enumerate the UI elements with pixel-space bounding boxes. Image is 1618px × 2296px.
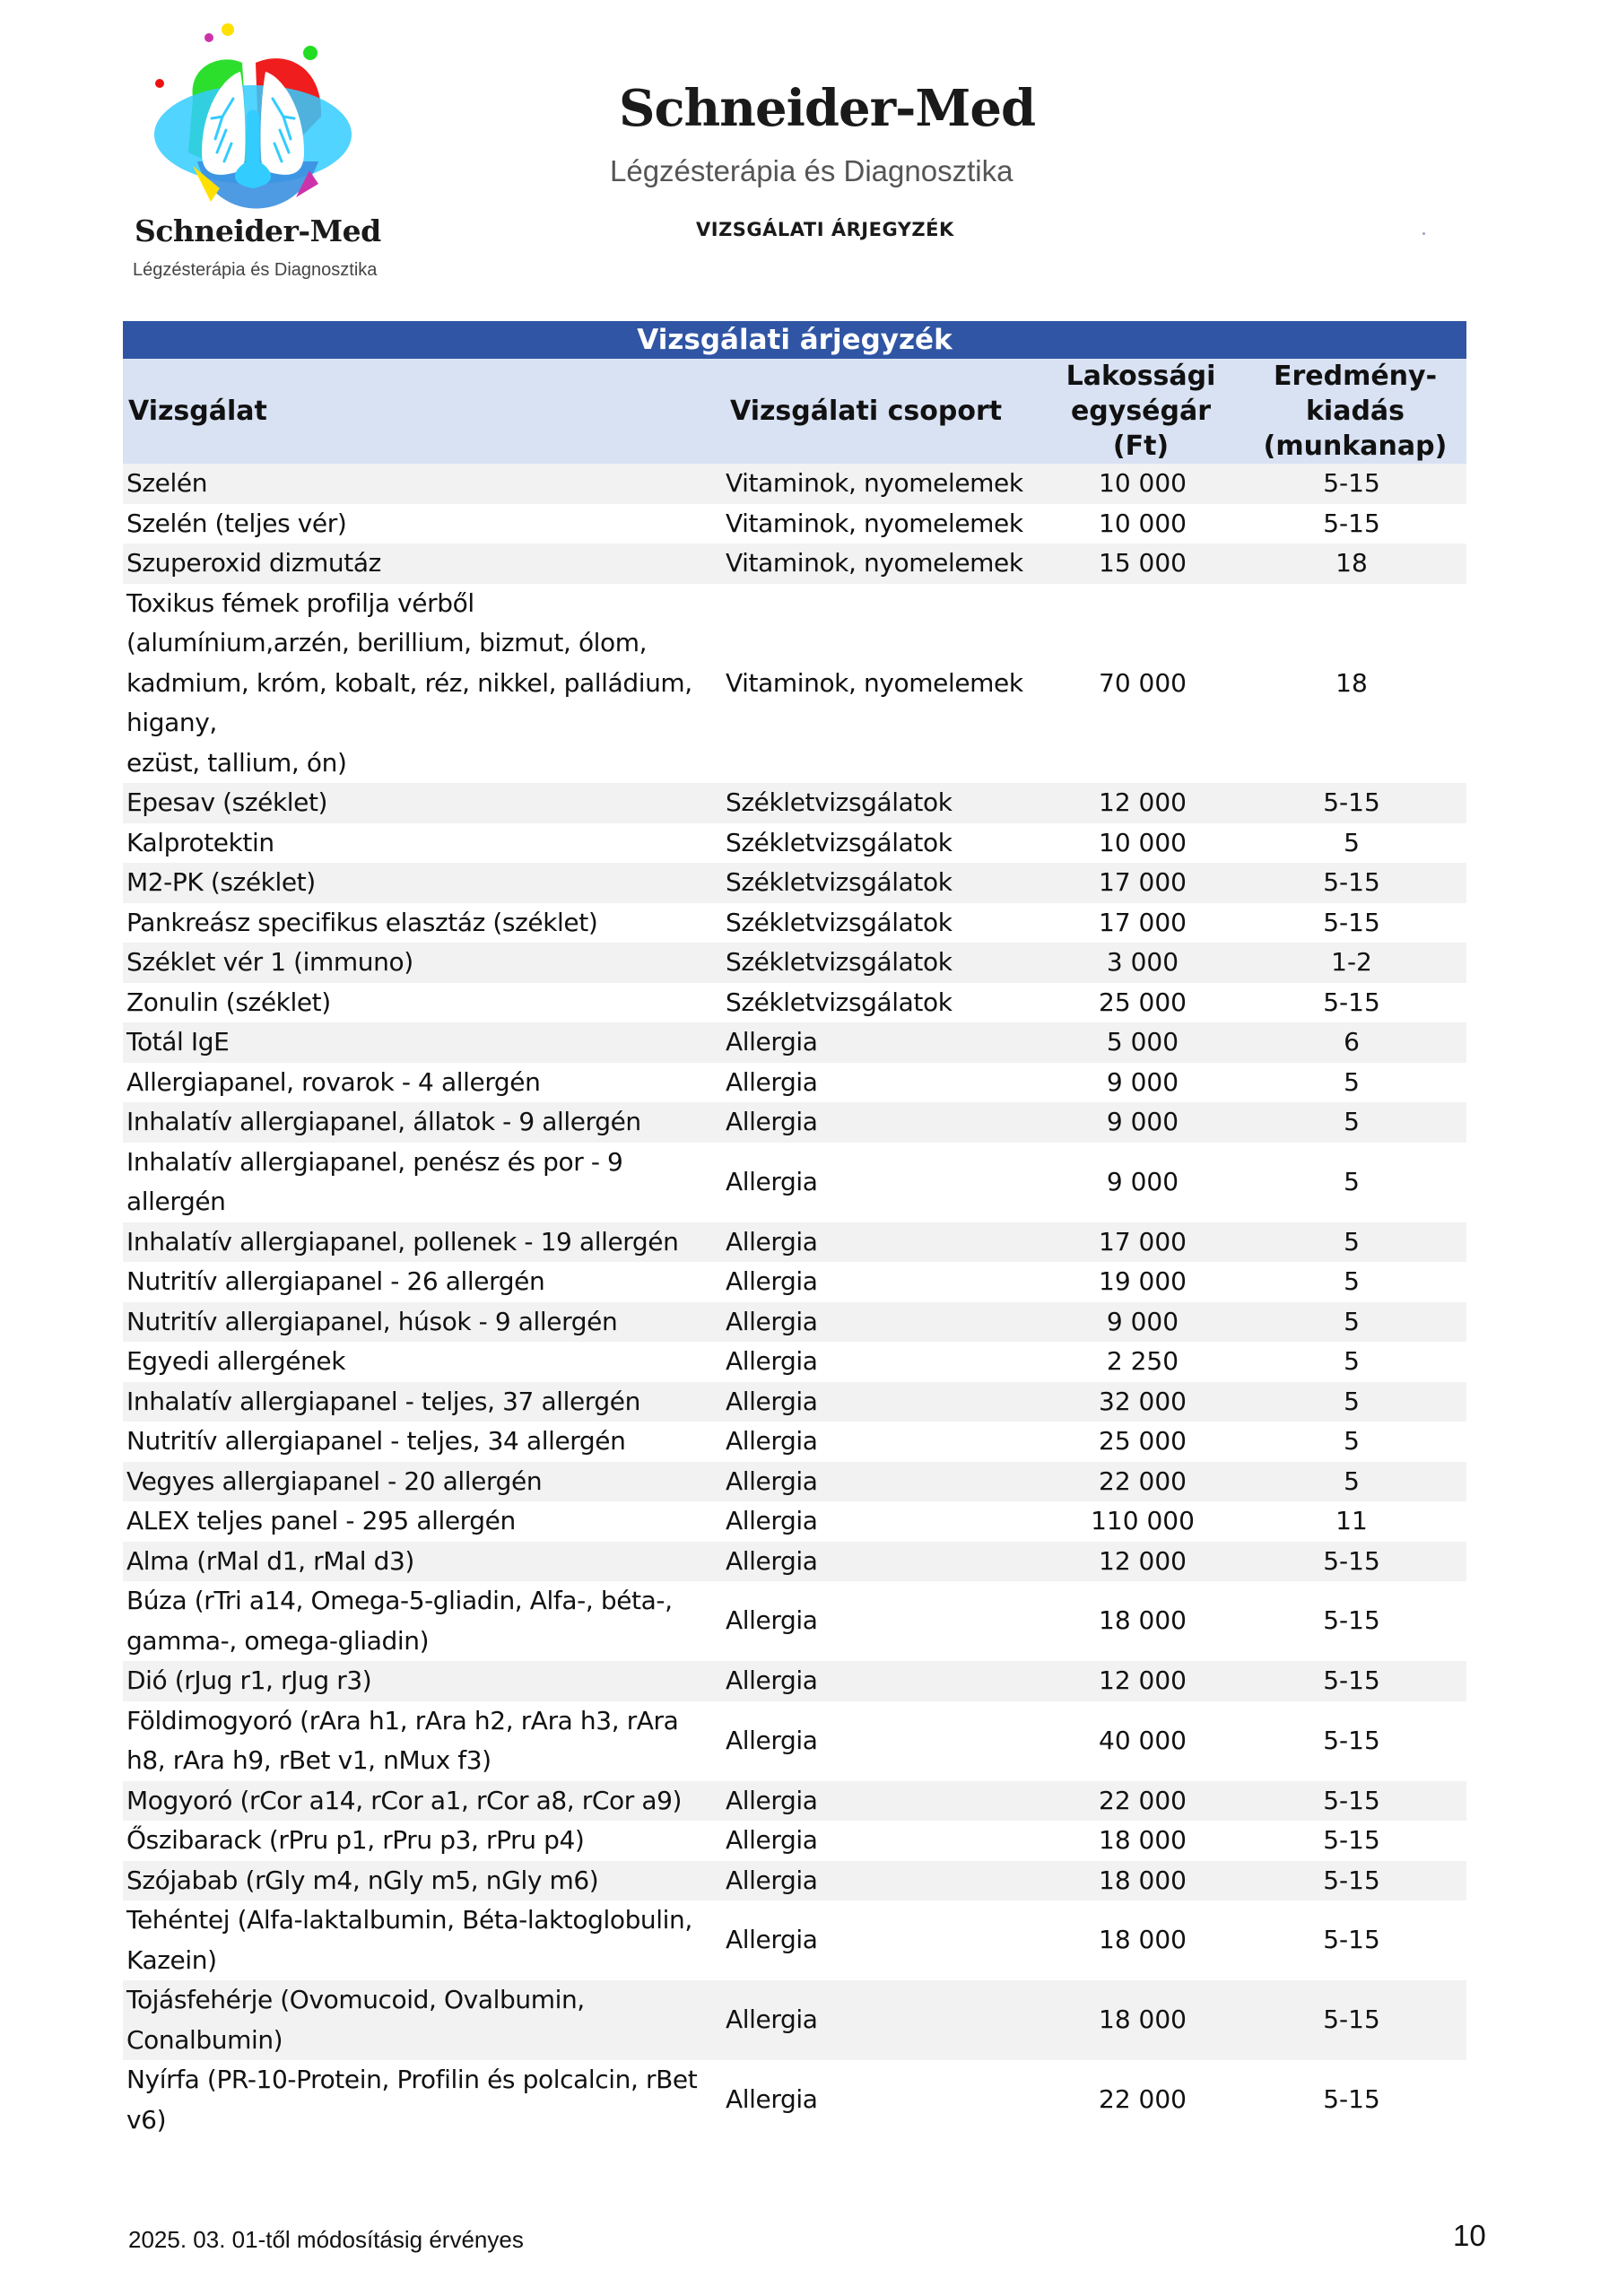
cell-vizsgalat-line: Alma (rMal d1, rMal d3) [126, 1545, 414, 1576]
cell-eredmenykiadas: 5-15 [1323, 1865, 1380, 1895]
table-row [123, 1781, 1466, 1822]
cell-eredmenykiadas: 5-15 [1323, 1785, 1380, 1815]
table-row [123, 1422, 1466, 1462]
cell-eredmenykiadas: 5-15 [1323, 1605, 1380, 1636]
cell-lakossagi-egysegar: 15 000 [1099, 548, 1187, 578]
cell-vizsgalati-csoport: Allergia [726, 1346, 818, 1376]
cell-eredmenykiadas: 5-15 [1323, 468, 1380, 498]
cell-vizsgalat [123, 1661, 726, 1701]
cell-vizsgalati-csoport: Allergia [726, 1107, 818, 1136]
cell-vizsgalat [123, 1980, 726, 2060]
table-header [123, 359, 1466, 464]
cell-lakossagi-egysegar: 22 000 [1099, 1465, 1187, 1496]
table-row [123, 1342, 1466, 1382]
cell-vizsgalati-csoport: Allergia [726, 2005, 818, 2035]
cell-lakossagi-egysegar: 5 000 [1106, 1027, 1179, 1057]
cell-vizsgalati-csoport: Allergia [726, 2084, 818, 2115]
cell-vizsgalat-line: Inhalatív allergiapanel - teljes, 37 allergén [126, 1386, 640, 1416]
cell-vizsgalat [123, 464, 726, 504]
cell-vizsgalat-line: Zonulin (széklet) [126, 987, 331, 1017]
table-row [123, 823, 1466, 864]
cell-lakossagi-egysegar: 2 250 [1106, 1346, 1179, 1376]
cell-lakossagi-egysegar: 32 000 [1099, 1386, 1187, 1416]
header-vizsgalat: Vizsgálat [128, 396, 267, 427]
cell-vizsgalat [123, 1102, 726, 1143]
cell-vizsgalat [123, 1143, 726, 1222]
cell-vizsgalat-line: Búza (rTri a14, Omega-5-gliadin, Alfa-, béta-, [126, 1586, 673, 1615]
cell-vizsgalati-csoport: Székletvizsgálatok [726, 787, 953, 817]
cell-vizsgalati-csoport: Vitaminok, nyomelemek [726, 508, 1023, 538]
cell-eredmenykiadas: 5-15 [1323, 508, 1380, 538]
cell-vizsgalat-line: Szójabab (rGly m4, nGly m5, nGly m6) [126, 1865, 599, 1895]
cell-eredmenykiadas: 5-15 [1323, 787, 1380, 817]
cell-vizsgalat-line: Szelén (teljes vér) [126, 508, 347, 538]
cell-lakossagi-egysegar: 3 000 [1106, 947, 1179, 977]
cell-lakossagi-egysegar: 12 000 [1099, 787, 1187, 817]
cell-vizsgalat [123, 823, 726, 864]
table-body [123, 464, 1466, 2140]
cell-vizsgalat [123, 903, 726, 944]
cell-lakossagi-egysegar: 9 000 [1106, 1107, 1179, 1136]
cell-vizsgalat-line: Dió (rJug r1, rJug r3) [126, 1665, 372, 1695]
cell-vizsgalat [123, 863, 726, 903]
header-eredmenykiadas [1244, 359, 1466, 464]
cell-vizsgalat-line: Totál IgE [126, 1027, 230, 1057]
cell-vizsgalat-line: Nutritív allergiapanel, húsok - 9 allergén [126, 1306, 618, 1336]
cell-vizsgalat [123, 2060, 726, 2140]
cell-lakossagi-egysegar: 17 000 [1099, 907, 1187, 937]
cell-eredmenykiadas: 5 [1344, 1166, 1360, 1196]
cell-vizsgalat [123, 1022, 726, 1063]
cell-vizsgalat [123, 1501, 726, 1542]
cell-eredmenykiadas: 1-2 [1331, 947, 1372, 977]
page-number: 10 [1453, 2219, 1486, 2252]
table-row [123, 2060, 1466, 2140]
table-row [123, 903, 1466, 944]
header-vizsgalati-csoport: Vizsgálati csoport [730, 396, 1003, 427]
cell-vizsgalat [123, 1821, 726, 1861]
cell-vizsgalati-csoport: Székletvizsgálatok [726, 987, 953, 1017]
logo-dot-red [155, 79, 164, 88]
cell-vizsgalat [123, 1781, 726, 1822]
table-row [123, 1501, 1466, 1542]
header-lakossagi-egysegar [1038, 359, 1244, 464]
cell-eredmenykiadas: 5-15 [1323, 987, 1380, 1017]
cell-lakossagi-egysegar: 22 000 [1099, 2084, 1187, 2115]
cell-vizsgalati-csoport: Allergia [726, 1306, 818, 1336]
table-row [123, 783, 1466, 823]
cell-eredmenykiadas: 11 [1335, 1506, 1368, 1535]
cell-vizsgalat [123, 1063, 726, 1103]
table-row [123, 1661, 1466, 1701]
cell-vizsgalati-csoport: Allergia [726, 1027, 818, 1057]
cell-vizsgalati-csoport: Allergia [726, 1386, 818, 1416]
cell-eredmenykiadas: 18 [1335, 548, 1368, 578]
cell-vizsgalat-line: Egyedi allergének [126, 1346, 346, 1376]
cell-lakossagi-egysegar: 10 000 [1099, 827, 1187, 857]
document-label: VIZSGÁLATI ÁRJEGYZÉK [696, 219, 954, 240]
cell-vizsgalat [123, 1382, 726, 1422]
cell-lakossagi-egysegar: 9 000 [1106, 1066, 1179, 1097]
cell-vizsgalat-line: v6) [126, 2104, 167, 2135]
footer-validity: 2025. 03. 01-től módosításig érvényes [128, 2226, 524, 2253]
cell-vizsgalat-line: kadmium, króm, kobalt, réz, nikkel, palládium, [126, 667, 692, 698]
cell-vizsgalati-csoport: Székletvizsgálatok [726, 867, 953, 897]
cell-lakossagi-egysegar: 70 000 [1099, 667, 1187, 698]
cell-eredmenykiadas: 5 [1344, 1066, 1360, 1097]
cell-eredmenykiadas: 5-15 [1323, 1925, 1380, 1955]
cell-eredmenykiadas: 5-15 [1323, 2005, 1380, 2035]
table-row [123, 1821, 1466, 1861]
cell-vizsgalati-csoport: Allergia [726, 1266, 818, 1296]
price-table [123, 321, 1466, 2140]
table-row [123, 1302, 1466, 1343]
header-days-line: (munkanap) [1263, 430, 1448, 462]
cell-vizsgalat-line: Conalbumin) [126, 2024, 283, 2055]
cell-lakossagi-egysegar: 18 000 [1099, 1925, 1187, 1955]
cell-vizsgalat [123, 1462, 726, 1502]
cell-vizsgalat-line: Inhalatív allergiapanel, pollenek - 19 allergén [126, 1226, 679, 1257]
cell-vizsgalati-csoport: Allergia [726, 1825, 818, 1855]
cell-vizsgalat-line: Nutritív allergiapanel - 26 allergén [126, 1266, 545, 1296]
company-logo [126, 18, 395, 287]
cell-lakossagi-egysegar: 17 000 [1099, 1226, 1187, 1257]
lungs-icon [152, 18, 368, 224]
cell-vizsgalat-line: Széklet vér 1 (immuno) [126, 947, 413, 977]
cell-eredmenykiadas: 5 [1344, 1346, 1360, 1376]
table-row [123, 584, 1466, 784]
cell-vizsgalat-line: (alumínium,arzén, berillium, bizmut, ólom, [126, 628, 648, 657]
cell-eredmenykiadas: 5 [1344, 1266, 1360, 1296]
cell-vizsgalati-csoport: Allergia [726, 1605, 818, 1636]
cell-lakossagi-egysegar: 10 000 [1099, 468, 1187, 498]
cell-vizsgalati-csoport: Allergia [726, 1925, 818, 1955]
cell-vizsgalat-line: Szelén [126, 468, 208, 498]
cell-vizsgalati-csoport: Allergia [726, 1506, 818, 1535]
cell-vizsgalat-line: Tojásfehérje (Ovomucoid, Ovalbumin, [126, 1985, 585, 2014]
cell-vizsgalat-line: Földimogyoró (rAra h1, rAra h2, rAra h3, rAra [126, 1705, 679, 1735]
cell-lakossagi-egysegar: 22 000 [1099, 1785, 1187, 1815]
cell-lakossagi-egysegar: 17 000 [1099, 867, 1187, 897]
cell-vizsgalat-line: Toxikus fémek profilja vérből [126, 587, 474, 618]
cell-vizsgalat-line: Nyírfa (PR-10-Protein, Profilin és polcalcin, rBet [126, 2065, 698, 2094]
cell-vizsgalat [123, 1342, 726, 1382]
logo-company-name: Schneider-Med [135, 213, 381, 248]
cell-lakossagi-egysegar: 110 000 [1091, 1506, 1195, 1535]
header-price-line: egységár [1070, 396, 1212, 427]
cell-vizsgalat-line: gamma-, omega-gliadin) [126, 1625, 430, 1656]
table-row [123, 1462, 1466, 1502]
cell-vizsgalat-line: Inhalatív allergiapanel, állatok - 9 allergén [126, 1107, 641, 1136]
cell-vizsgalati-csoport: Allergia [726, 1226, 818, 1257]
table-row [123, 1701, 1466, 1781]
cell-eredmenykiadas: 6 [1344, 1027, 1360, 1057]
cell-vizsgalat [123, 943, 726, 983]
cell-vizsgalat [123, 1422, 726, 1462]
table-row [123, 1102, 1466, 1143]
header-price-line: (Ft) [1112, 430, 1170, 462]
cell-eredmenykiadas: 5-15 [1323, 2084, 1380, 2115]
cell-vizsgalat [123, 983, 726, 1023]
cell-vizsgalat [123, 1581, 726, 1661]
cell-vizsgalati-csoport: Allergia [726, 1545, 818, 1576]
table-row [123, 1022, 1466, 1063]
cell-vizsgalati-csoport: Allergia [726, 1066, 818, 1097]
cell-eredmenykiadas: 5 [1344, 827, 1360, 857]
cell-eredmenykiadas: 5-15 [1323, 1665, 1380, 1695]
cell-vizsgalat [123, 1262, 726, 1302]
table-row [123, 504, 1466, 544]
cell-vizsgalati-csoport: Székletvizsgálatok [726, 947, 953, 977]
table-row [123, 983, 1466, 1023]
cell-eredmenykiadas: 5-15 [1323, 867, 1380, 897]
cell-vizsgalat-line: higany, [126, 708, 217, 737]
cell-eredmenykiadas: 5 [1344, 1386, 1360, 1416]
cell-vizsgalat-line: Tehéntej (Alfa-laktalbumin, Béta-laktoglobulin, [126, 1905, 692, 1935]
table-row [123, 1222, 1466, 1263]
cell-lakossagi-egysegar: 12 000 [1099, 1665, 1187, 1695]
header-price-line: Lakossági [1066, 361, 1216, 392]
cell-vizsgalat [123, 1542, 726, 1582]
cell-vizsgalati-csoport: Allergia [726, 1725, 818, 1755]
cell-vizsgalat-line: Mogyoró (rCor a14, rCor a1, rCor a8, rCor a9) [126, 1785, 683, 1815]
cell-vizsgalat-line: Inhalatív allergiapanel, penész és por - 9 [126, 1146, 623, 1177]
cell-vizsgalat-line: Szuperoxid dizmutáz [126, 548, 381, 578]
cell-vizsgalat [123, 1900, 726, 1980]
cell-vizsgalati-csoport: Vitaminok, nyomelemek [726, 548, 1023, 578]
cell-eredmenykiadas: 5 [1344, 1107, 1360, 1136]
cell-eredmenykiadas: 5-15 [1323, 1725, 1380, 1755]
cell-vizsgalat-line: ezüst, tallium, ón) [126, 747, 347, 778]
cell-vizsgalat-line: Nutritív allergiapanel - teljes, 34 allergén [126, 1426, 626, 1456]
logo-dot-green [303, 46, 318, 60]
table-row [123, 1542, 1466, 1582]
table-row [123, 943, 1466, 983]
cell-vizsgalati-csoport: Allergia [726, 1465, 818, 1496]
cell-eredmenykiadas: 5 [1344, 1465, 1360, 1496]
cell-vizsgalat-line: Allergiapanel, rovarok - 4 allergén [126, 1066, 541, 1097]
logo-dot-yellow [222, 23, 234, 36]
cell-lakossagi-egysegar: 25 000 [1099, 1426, 1187, 1456]
header-days-line: kiadás [1305, 396, 1405, 427]
cell-lakossagi-egysegar: 9 000 [1106, 1306, 1179, 1336]
cell-lakossagi-egysegar: 19 000 [1099, 1266, 1187, 1296]
table-row [123, 1262, 1466, 1302]
brand-title: Schneider-Med [619, 79, 1036, 138]
cell-lakossagi-egysegar: 18 000 [1099, 1865, 1187, 1895]
cell-vizsgalati-csoport: Allergia [726, 1166, 818, 1196]
table-row [123, 1143, 1466, 1222]
logo-subtitle: Légzésterápia és Diagnosztika [133, 260, 378, 280]
cell-vizsgalati-csoport: Székletvizsgálatok [726, 907, 953, 937]
cell-vizsgalati-csoport: Allergia [726, 1865, 818, 1895]
cell-vizsgalat [123, 584, 726, 784]
table-row [123, 1581, 1466, 1661]
table-row [123, 1900, 1466, 1980]
table-title: Vizsgálati árjegyzék [123, 321, 1466, 359]
cell-vizsgalati-csoport: Allergia [726, 1665, 818, 1695]
cell-eredmenykiadas: 5 [1344, 1226, 1360, 1257]
cell-vizsgalat [123, 783, 726, 823]
cell-vizsgalat-line: ALEX teljes panel - 295 allergén [126, 1506, 516, 1535]
cell-vizsgalat-line: Őszibarack (rPru p1, rPru p3, rPru p4) [126, 1825, 585, 1855]
cell-lakossagi-egysegar: 18 000 [1099, 1825, 1187, 1855]
cell-vizsgalati-csoport: Allergia [726, 1785, 818, 1815]
cell-vizsgalat-line: M2-PK (széklet) [126, 867, 316, 897]
cell-vizsgalat-line: Epesav (széklet) [126, 787, 328, 817]
cell-vizsgalati-csoport: Vitaminok, nyomelemek [726, 468, 1023, 498]
cell-lakossagi-egysegar: 40 000 [1099, 1725, 1187, 1755]
cell-vizsgalat [123, 1861, 726, 1901]
cell-vizsgalat-line: h8, rAra h9, rBet v1, nMux f3) [126, 1745, 491, 1775]
cell-eredmenykiadas: 5-15 [1323, 1825, 1380, 1855]
cell-lakossagi-egysegar: 25 000 [1099, 987, 1187, 1017]
table-row [123, 1861, 1466, 1901]
cell-eredmenykiadas: 5-15 [1323, 907, 1380, 937]
decorative-dot [1422, 232, 1425, 235]
cell-lakossagi-egysegar: 18 000 [1099, 1605, 1187, 1636]
cell-vizsgalat-line: allergén [126, 1187, 226, 1216]
cell-vizsgalat [123, 1701, 726, 1781]
cell-vizsgalati-csoport: Vitaminok, nyomelemek [726, 667, 1023, 698]
cell-eredmenykiadas: 5-15 [1323, 1545, 1380, 1576]
cell-vizsgalati-csoport: Székletvizsgálatok [726, 827, 953, 857]
table-row [123, 1063, 1466, 1103]
cell-eredmenykiadas: 5 [1344, 1426, 1360, 1456]
logo-dot-magenta [204, 33, 213, 42]
cell-lakossagi-egysegar: 18 000 [1099, 2005, 1187, 2035]
cell-vizsgalat-line: Pankreász specifikus elasztáz (széklet) [126, 907, 598, 937]
table-row [123, 464, 1466, 504]
cell-vizsgalat-line: Vegyes allergiapanel - 20 allergén [126, 1465, 543, 1496]
table-row [123, 863, 1466, 903]
table-row [123, 1980, 1466, 2060]
cell-vizsgalat [123, 504, 726, 544]
cell-vizsgalat [123, 544, 726, 584]
cell-lakossagi-egysegar: 10 000 [1099, 508, 1187, 538]
cell-vizsgalat-line: Kazein) [126, 1944, 217, 1975]
cell-eredmenykiadas: 5 [1344, 1306, 1360, 1336]
cell-vizsgalat-line: Kalprotektin [126, 827, 274, 857]
brand-subtitle: Légzésterápia és Diagnosztika [610, 154, 1013, 187]
table-row [123, 544, 1466, 584]
cell-vizsgalat [123, 1302, 726, 1343]
table-row [123, 1382, 1466, 1422]
cell-lakossagi-egysegar: 9 000 [1106, 1166, 1179, 1196]
header-days-line: Eredmény- [1273, 361, 1438, 392]
cell-eredmenykiadas: 18 [1335, 667, 1368, 698]
cell-lakossagi-egysegar: 12 000 [1099, 1545, 1187, 1576]
cell-vizsgalat [123, 1222, 726, 1263]
cell-vizsgalati-csoport: Allergia [726, 1426, 818, 1456]
